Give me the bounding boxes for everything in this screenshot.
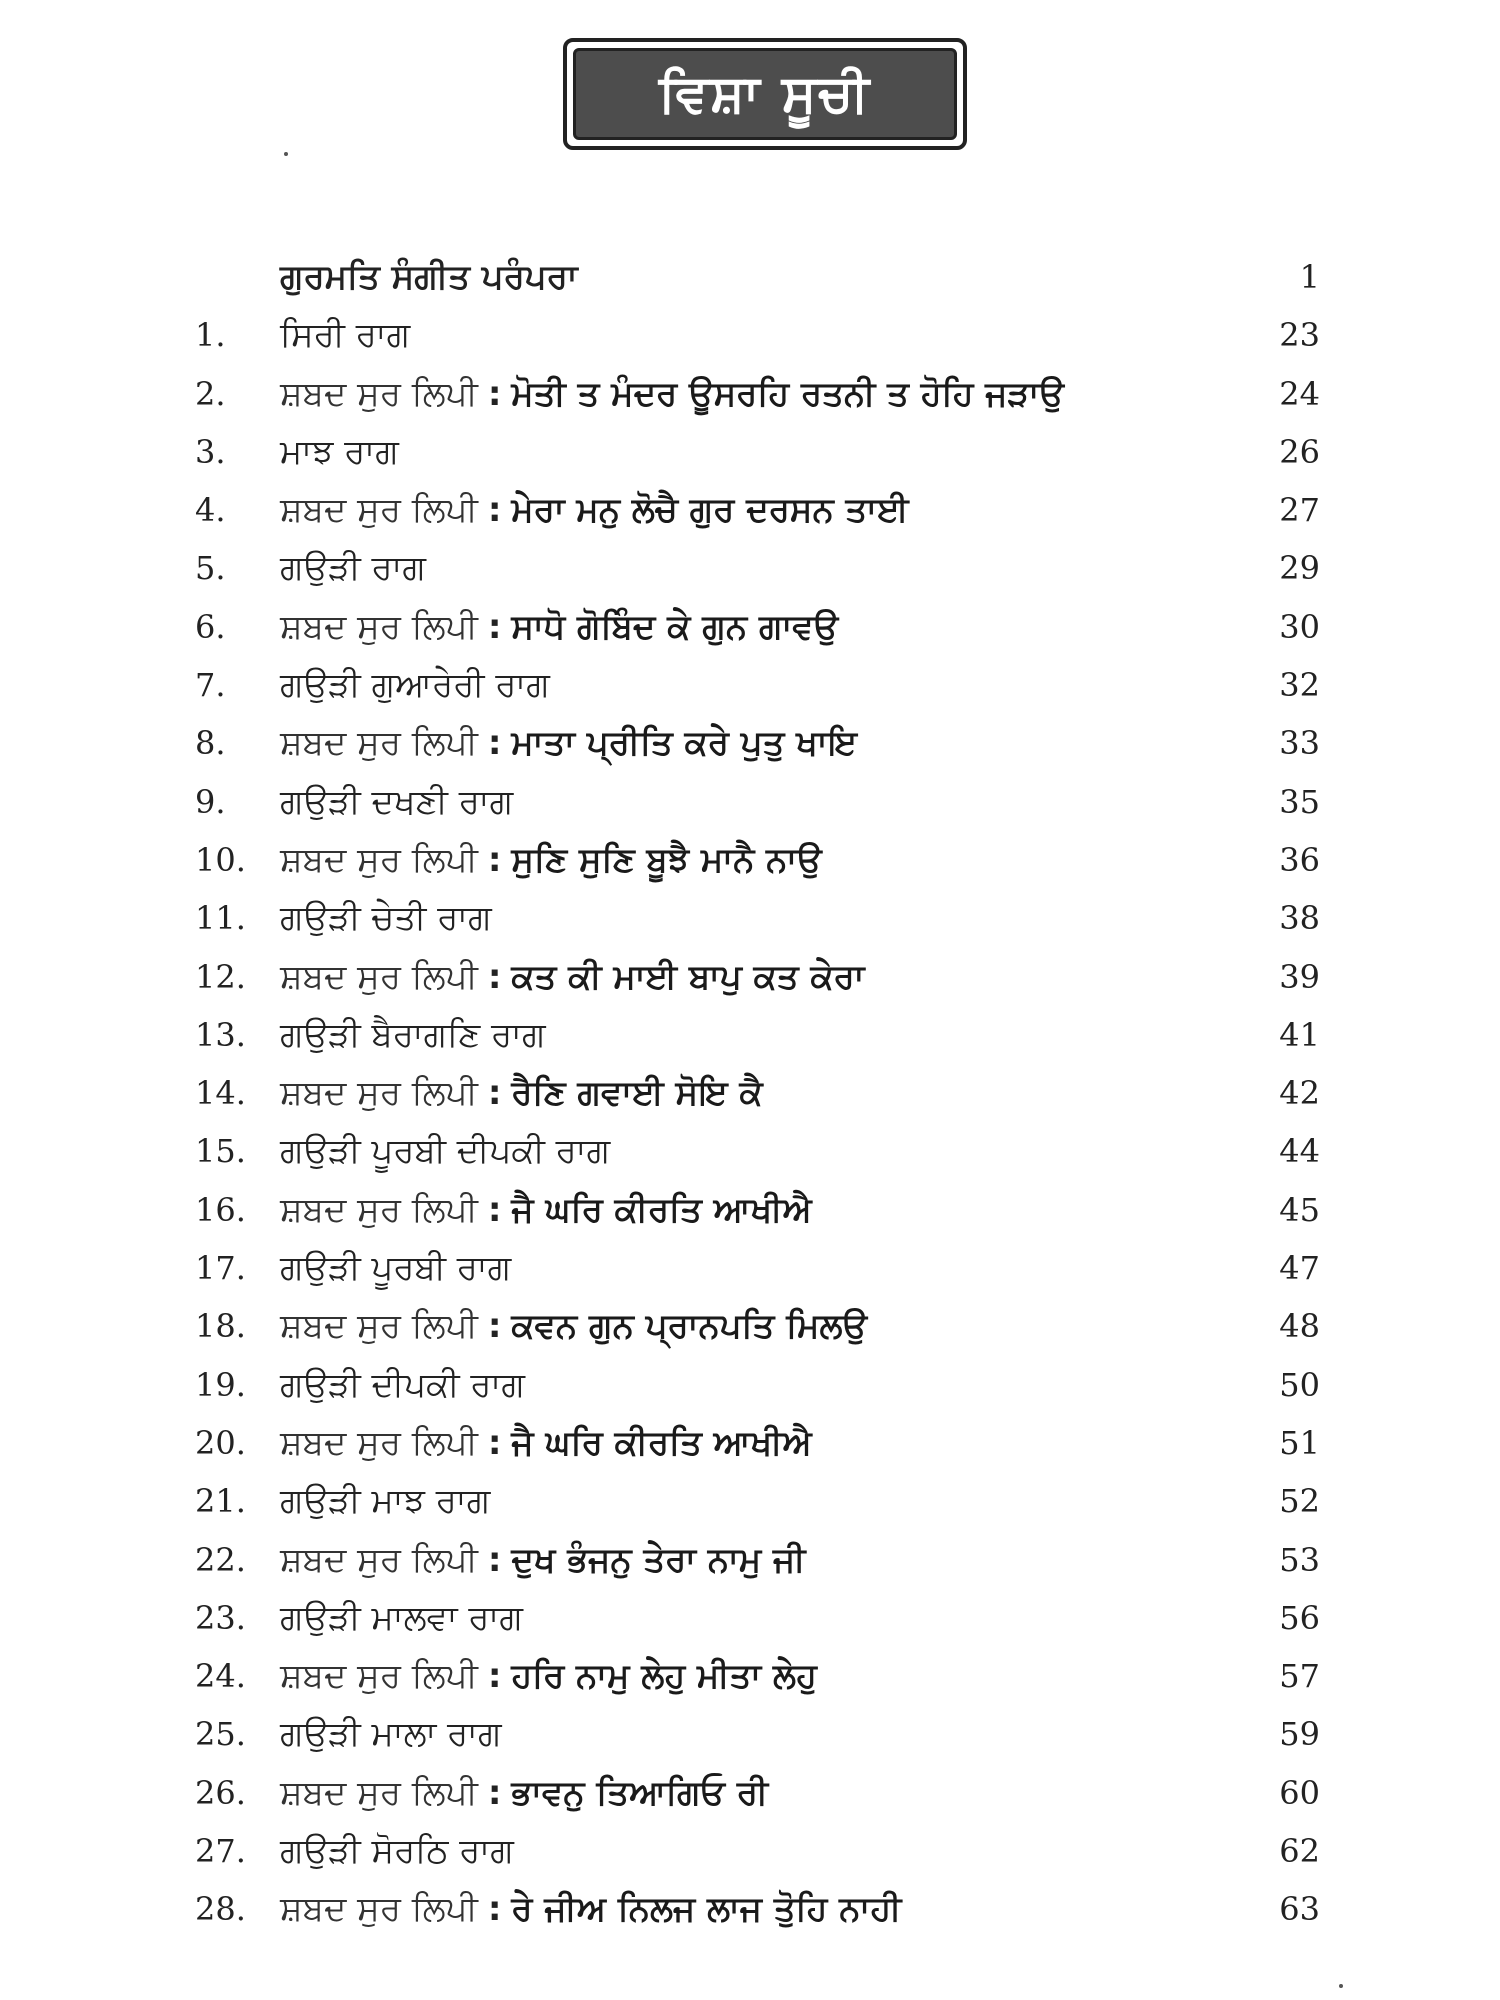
toc-row[interactable] xyxy=(0,1122,1500,1180)
toc-entry xyxy=(280,1531,805,1589)
label-colon: : xyxy=(487,1772,502,1813)
title-banner xyxy=(573,48,957,140)
toc-entry xyxy=(280,1006,546,1064)
raag-title: ਗਉੜੀ ਪੂਰਬੀ ਰਾਗ xyxy=(280,1248,512,1289)
shabad-label: ਸ਼ਬਦ ਸੁਰ ਲਿਪੀ xyxy=(280,1772,478,1813)
toc-page-number: 45 xyxy=(1279,1190,1320,1229)
toc-entry xyxy=(280,714,857,772)
toc-number: 2. xyxy=(195,374,226,413)
toc-row[interactable] xyxy=(0,598,1500,656)
toc-row[interactable] xyxy=(0,889,1500,947)
toc-page-number: 41 xyxy=(1279,1015,1320,1054)
toc-entry xyxy=(280,598,838,656)
toc-page-number: 26 xyxy=(1279,432,1320,471)
toc-page-number: 50 xyxy=(1279,1365,1320,1404)
toc-row[interactable] xyxy=(0,1472,1500,1530)
toc-intro-title: ਗੁਰਮਤਿ ਸੰਗੀਤ ਪਰੰਪਰਾ xyxy=(280,257,578,297)
toc-row[interactable] xyxy=(0,1764,1500,1822)
shabad-label: ਸ਼ਬਦ ਸੁਰ ਲਿਪੀ xyxy=(280,723,478,764)
toc-entry xyxy=(280,831,822,889)
label-colon: : xyxy=(487,1656,502,1697)
toc-row[interactable] xyxy=(0,1589,1500,1647)
toc-number: 11. xyxy=(195,899,246,938)
toc-entry xyxy=(280,365,1064,423)
label-colon: : xyxy=(487,956,502,997)
toc-row[interactable] xyxy=(0,1006,1500,1064)
label-colon: : xyxy=(487,1306,502,1347)
shabad-title: ਮਾਤਾ ਪ੍ਰੀਤਿ ਕਰੇ ਪੁਤੁ ਖਾਇ xyxy=(511,723,858,764)
toc-intro-page: 1 xyxy=(1299,258,1320,296)
toc-page-number: 48 xyxy=(1279,1307,1320,1346)
toc-page-number: 60 xyxy=(1279,1773,1320,1812)
raag-title: ਗਉੜੀ ਮਾਲਵਾ ਰਾਗ xyxy=(280,1597,523,1638)
raag-title: ਗਉੜੀ ਰਾਗ xyxy=(280,548,426,589)
raag-title: ਮਾਝ ਰਾਗ xyxy=(280,431,399,472)
label-colon: : xyxy=(487,723,502,764)
toc-page-number: 30 xyxy=(1279,607,1320,646)
label-colon: : xyxy=(487,1889,502,1930)
toc-intro-row[interactable] xyxy=(0,248,1500,306)
toc-number: 27. xyxy=(195,1832,246,1871)
toc-number: 9. xyxy=(195,782,226,821)
toc-number: 18. xyxy=(195,1307,246,1346)
label-colon: : xyxy=(487,606,502,647)
toc-row[interactable] xyxy=(0,773,1500,831)
toc-row[interactable] xyxy=(0,1880,1500,1938)
toc-row[interactable] xyxy=(0,539,1500,597)
toc-number: 4. xyxy=(195,491,226,530)
toc-number: 13. xyxy=(195,1015,246,1054)
shabad-label: ਸ਼ਬਦ ਸੁਰ ਲਿਪੀ xyxy=(280,1422,478,1463)
toc-entry xyxy=(280,1705,502,1763)
shabad-label: ਸ਼ਬਦ ਸੁਰ ਲਿਪੀ xyxy=(280,606,478,647)
toc-entry xyxy=(280,948,864,1006)
raag-title: ਗਉੜੀ ਪੂਰਬੀ ਦੀਪਕੀ ਰਾਗ xyxy=(280,1131,611,1172)
toc-row[interactable] xyxy=(0,1705,1500,1763)
toc-number: 7. xyxy=(195,666,226,705)
toc-page-number: 59 xyxy=(1279,1715,1320,1754)
shabad-title: ਮੋਤੀ ਤ ਮੰਦਰ ਊਸਰਹਿ ਰਤਨੀ ਤ ਹੋਹਿ ਜੜਾਉ xyxy=(511,373,1064,414)
toc-page-number: 51 xyxy=(1279,1423,1320,1462)
toc-row[interactable] xyxy=(0,1181,1500,1239)
raag-title: ਗਉੜੀ ਸੋਰਠਿ ਰਾਗ xyxy=(280,1831,514,1872)
toc-number: 20. xyxy=(195,1423,246,1462)
toc-number: 14. xyxy=(195,1074,246,1113)
toc-page-number: 38 xyxy=(1279,899,1320,938)
toc-number: 24. xyxy=(195,1657,246,1696)
page-title: ਵਿਸ਼ਾ ਸੂਚੀ xyxy=(658,64,872,124)
toc-row[interactable] xyxy=(0,1297,1500,1355)
toc-row[interactable] xyxy=(0,831,1500,889)
toc-number: 3. xyxy=(195,432,226,471)
toc-page-number: 62 xyxy=(1279,1832,1320,1871)
toc-entry xyxy=(280,1064,763,1122)
toc-page-number: 47 xyxy=(1279,1249,1320,1288)
print-speck xyxy=(1339,1984,1343,1988)
toc-entry xyxy=(280,889,492,947)
toc-page-number: 35 xyxy=(1279,782,1320,821)
label-colon: : xyxy=(487,373,502,414)
toc-number: 26. xyxy=(195,1773,246,1812)
toc-number: 21. xyxy=(195,1482,246,1521)
toc-row[interactable] xyxy=(0,1531,1500,1589)
toc-row[interactable] xyxy=(0,306,1500,364)
toc-number: 17. xyxy=(195,1249,246,1288)
shabad-label: ਸ਼ਬਦ ਸੁਰ ਲਿਪੀ xyxy=(280,373,478,414)
shabad-label: ਸ਼ਬਦ ਸੁਰ ਲਿਪੀ xyxy=(280,1189,478,1230)
toc-row[interactable] xyxy=(0,423,1500,481)
toc-row[interactable] xyxy=(0,1822,1500,1880)
label-colon: : xyxy=(487,490,502,531)
shabad-label: ਸ਼ਬਦ ਸੁਰ ਲਿਪੀ xyxy=(280,490,478,531)
toc-row[interactable] xyxy=(0,1356,1500,1414)
toc-entry xyxy=(280,1239,511,1297)
toc-number: 25. xyxy=(195,1715,246,1754)
toc-entry xyxy=(280,1122,610,1180)
toc-entry xyxy=(280,1414,812,1472)
toc-number: 16. xyxy=(195,1190,246,1229)
title-frame xyxy=(563,38,967,150)
toc-number: 1. xyxy=(195,316,226,355)
raag-title: ਗਉੜੀ ਚੇਤੀ ਰਾਗ xyxy=(280,898,492,939)
toc-entry xyxy=(280,1297,867,1355)
toc-number: 10. xyxy=(195,840,246,879)
shabad-label: ਸ਼ਬਦ ਸੁਰ ਲਿਪੀ xyxy=(280,956,478,997)
shabad-title: ਸੁਣਿ ਸੁਣਿ ਬੂਝੈ ਮਾਨੈ ਨਾਉ xyxy=(511,839,822,880)
toc-entry xyxy=(280,1589,523,1647)
shabad-label: ਸ਼ਬਦ ਸੁਰ ਲਿਪੀ xyxy=(280,1889,478,1930)
toc-page-number: 53 xyxy=(1279,1540,1320,1579)
toc-number: 22. xyxy=(195,1540,246,1579)
toc-entry xyxy=(280,1647,817,1705)
toc-entry xyxy=(280,539,426,597)
toc-number: 8. xyxy=(195,724,226,763)
toc-number: 15. xyxy=(195,1132,246,1171)
shabad-label: ਸ਼ਬਦ ਸੁਰ ਲਿਪੀ xyxy=(280,1306,478,1347)
toc-page-number: 32 xyxy=(1279,666,1320,705)
toc-row[interactable] xyxy=(0,1064,1500,1122)
toc-number: 12. xyxy=(195,957,246,996)
toc-row[interactable] xyxy=(0,365,1500,423)
label-colon: : xyxy=(487,839,502,880)
toc-entry xyxy=(280,1472,490,1530)
toc-page-number: 56 xyxy=(1279,1598,1320,1637)
shabad-title: ਕਵਨ ਗੁਨ ਪ੍ਰਾਨਪਤਿ ਮਿਲਉ xyxy=(511,1306,868,1347)
raag-title: ਗਉੜੀ ਦੀਪਕੀ ਰਾਗ xyxy=(280,1364,525,1405)
toc-page-number: 52 xyxy=(1279,1482,1320,1521)
toc-entry xyxy=(280,1822,514,1880)
shabad-title: ਹਰਿ ਨਾਮੁ ਲੇਹੁ ਮੀਤਾ ਲੇਹੁ xyxy=(511,1656,817,1697)
label-colon: : xyxy=(487,1422,502,1463)
shabad-label: ਸ਼ਬਦ ਸੁਰ ਲਿਪੀ xyxy=(280,839,478,880)
shabad-title: ਦੁਖ ਭੰਜਨੁ ਤੇਰਾ ਨਾਮੁ ਜੀ xyxy=(511,1539,806,1580)
shabad-title: ਜੈ ਘਰਿ ਕੀਰਤਿ ਆਖੀਐ xyxy=(511,1189,812,1230)
toc-entry xyxy=(280,773,513,831)
shabad-title: ਭਾਵਨੁ ਤਿਆਗਿਓ ਰੀ xyxy=(511,1772,769,1813)
toc-number: 28. xyxy=(195,1890,246,1929)
toc-page-number: 44 xyxy=(1279,1132,1320,1171)
toc-page-number: 23 xyxy=(1279,316,1320,355)
raag-title: ਗਉੜੀ ਬੈਰਾਗਣਿ ਰਾਗ xyxy=(280,1014,546,1055)
shabad-title: ਸਾਧੋ ਗੋਬਿੰਦ ਕੇ ਗੁਨ ਗਾਵਉ xyxy=(511,606,839,647)
toc-number: 19. xyxy=(195,1365,246,1404)
shabad-title: ਰੇ ਜੀਅ ਨਿਲਜ ਲਾਜ ਤੋੁਹਿ ਨਾਹੀ xyxy=(511,1889,902,1930)
label-colon: : xyxy=(487,1189,502,1230)
toc-page-number: 24 xyxy=(1279,374,1320,413)
toc-page-number: 29 xyxy=(1279,549,1320,588)
toc-row[interactable] xyxy=(0,1414,1500,1472)
shabad-title: ਮੇਰਾ ਮਨੁ ਲੋਚੈ ਗੁਰ ਦਰਸਨ ਤਾਈ xyxy=(511,490,909,531)
toc-number: 5. xyxy=(195,549,226,588)
toc-page-number: 27 xyxy=(1279,491,1320,530)
toc-row[interactable] xyxy=(0,1647,1500,1705)
raag-title: ਗਉੜੀ ਦਖਣੀ ਰਾਗ xyxy=(280,781,514,822)
toc-entry xyxy=(280,1764,768,1822)
toc-page-number: 39 xyxy=(1279,957,1320,996)
print-speck xyxy=(284,152,288,156)
raag-title: ਗਉੜੀ ਮਾਝ ਰਾਗ xyxy=(280,1481,491,1522)
toc-page-number: 42 xyxy=(1279,1074,1320,1113)
toc-row[interactable] xyxy=(0,656,1500,714)
toc-entry xyxy=(280,656,550,714)
shabad-label: ਸ਼ਬਦ ਸੁਰ ਲਿਪੀ xyxy=(280,1539,478,1580)
toc-row[interactable] xyxy=(0,1239,1500,1297)
toc-entry xyxy=(280,481,909,539)
toc-page-number: 36 xyxy=(1279,840,1320,879)
toc-entry xyxy=(280,1880,901,1938)
raag-title: ਗਉੜੀ ਗੁਆਰੇਰੀ ਰਾਗ xyxy=(280,665,550,706)
toc-page-number: 57 xyxy=(1279,1657,1320,1696)
label-colon: : xyxy=(487,1539,502,1580)
toc-row[interactable] xyxy=(0,481,1500,539)
toc-number: 6. xyxy=(195,607,226,646)
toc-page-number: 63 xyxy=(1279,1890,1320,1929)
shabad-title: ਰੈਣਿ ਗਵਾਈ ਸੋਇ ਕੈ xyxy=(511,1073,763,1114)
toc-entry xyxy=(280,1181,812,1239)
raag-title: ਗਉੜੀ ਮਾਲਾ ਰਾਗ xyxy=(280,1714,502,1755)
toc-row[interactable] xyxy=(0,714,1500,772)
toc-row[interactable] xyxy=(0,948,1500,1006)
toc-entry xyxy=(280,423,399,481)
table-of-contents xyxy=(0,248,1500,1939)
shabad-title: ਜੈ ਘਰਿ ਕੀਰਤਿ ਆਖੀਐ xyxy=(511,1422,812,1463)
toc-page-number: 33 xyxy=(1279,724,1320,763)
label-colon: : xyxy=(487,1073,502,1114)
raag-title: ਸਿਰੀ ਰਾਗ xyxy=(280,315,411,356)
shabad-title: ਕਤ ਕੀ ਮਾਈ ਬਾਪੁ ਕਤ ਕੇਰਾ xyxy=(511,956,865,997)
toc-entry xyxy=(280,1356,525,1414)
shabad-label: ਸ਼ਬਦ ਸੁਰ ਲਿਪੀ xyxy=(280,1073,478,1114)
shabad-label: ਸ਼ਬਦ ਸੁਰ ਲਿਪੀ xyxy=(280,1656,478,1697)
toc-number: 23. xyxy=(195,1598,246,1637)
toc-entry xyxy=(280,306,410,364)
